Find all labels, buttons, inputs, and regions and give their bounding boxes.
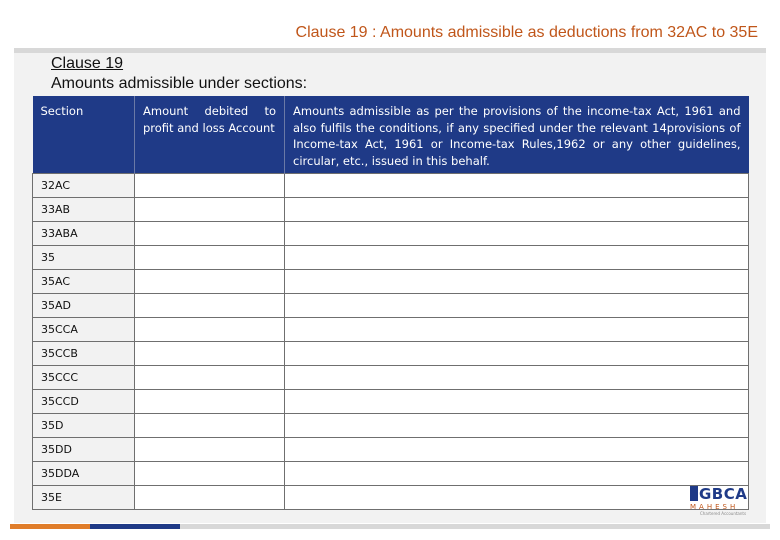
cell-amount-debited: [135, 486, 285, 510]
table-row: [33, 342, 749, 366]
cell-amounts-admissible: [285, 486, 749, 510]
cell-section: 35E: [33, 486, 135, 510]
header-amounts-admissible: Amounts admissible as per the provisions of the income-tax Act, 1961 and also fulfils the conditions, if any specified under the relevant 14provisions of Income-tax Act, 1961 or Income-tax Rules,1962 or any other guidelines, circular, etc., issued in this behalf.: [285, 96, 749, 174]
cell-section: 35CCA: [33, 318, 135, 342]
cell-amounts-admissible: [285, 414, 749, 438]
header-section: Section: [33, 96, 135, 174]
bottom-bar-blue: [90, 524, 180, 529]
cell-amount-debited: [135, 246, 285, 270]
slide-title: Clause 19 : Amounts admissible as deductions from 32AC to 35E: [295, 24, 758, 41]
cell-section: 32AC: [33, 174, 135, 198]
table-row: [33, 438, 749, 462]
cell-amounts-admissible: [285, 246, 749, 270]
cell-amount-debited: [135, 366, 285, 390]
cell-section: 35CCB: [33, 342, 135, 366]
cell-amount-debited: [135, 294, 285, 318]
table-row: [33, 294, 749, 318]
cell-amount-debited: [135, 198, 285, 222]
cell-section: 35: [33, 246, 135, 270]
cell-amount-debited: [135, 462, 285, 486]
cell-section: 35AD: [33, 294, 135, 318]
cell-amount-debited: [135, 438, 285, 462]
table-row: [33, 486, 749, 510]
table-row: [33, 270, 749, 294]
clause-heading: Clause 19: [51, 55, 124, 72]
bottom-bar-orange: [10, 524, 90, 529]
logo-tagline: Chartered Accountants: [700, 511, 747, 516]
cell-amounts-admissible: [285, 366, 749, 390]
cell-section: 35D: [33, 414, 135, 438]
logo-name: GBCA: [699, 485, 748, 503]
cell-amounts-admissible: [285, 270, 749, 294]
cell-amounts-admissible: [285, 318, 749, 342]
cell-amount-debited: [135, 318, 285, 342]
table-row: [33, 390, 749, 414]
cell-amount-debited: [135, 342, 285, 366]
table-row: [33, 462, 749, 486]
table-row: [33, 414, 749, 438]
cell-amounts-admissible: [285, 174, 749, 198]
table-row: [33, 366, 749, 390]
cell-section: 35AC: [33, 270, 135, 294]
cell-amount-debited: [135, 222, 285, 246]
cell-amount-debited: [135, 390, 285, 414]
header-amount-debited: Amount debited to profit and loss Account: [135, 96, 285, 174]
cell-section: 35DD: [33, 438, 135, 462]
cell-amounts-admissible: [285, 342, 749, 366]
cell-section: 35DDA: [33, 462, 135, 486]
gbca-logo: [690, 485, 756, 515]
cell-section: 35CCC: [33, 366, 135, 390]
cell-amount-debited: [135, 270, 285, 294]
cell-amount-debited: [135, 174, 285, 198]
sections-table: [32, 96, 749, 510]
table-row: [33, 198, 749, 222]
cell-amounts-admissible: [285, 198, 749, 222]
table-header-row: [33, 96, 749, 174]
clause-subheading: Amounts admissible under sections:: [51, 75, 308, 92]
cell-amounts-admissible: [285, 438, 749, 462]
table-row: [33, 246, 749, 270]
table-row: [33, 318, 749, 342]
cell-section: 35CCD: [33, 390, 135, 414]
table-row: [33, 174, 749, 198]
cell-section: 33ABA: [33, 222, 135, 246]
cell-amounts-admissible: [285, 222, 749, 246]
table-row: [33, 222, 749, 246]
cell-section: 33AB: [33, 198, 135, 222]
cell-amounts-admissible: [285, 390, 749, 414]
logo-sub: MAHESH: [690, 503, 739, 511]
cell-amounts-admissible: [285, 462, 749, 486]
cell-amounts-admissible: [285, 294, 749, 318]
logo-mark-icon: [690, 486, 698, 501]
cell-amount-debited: [135, 414, 285, 438]
